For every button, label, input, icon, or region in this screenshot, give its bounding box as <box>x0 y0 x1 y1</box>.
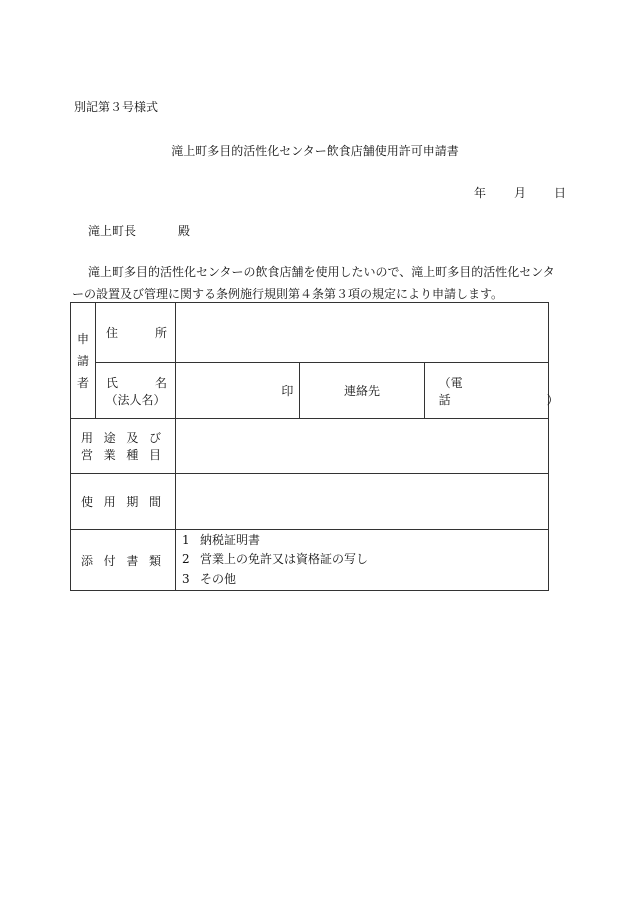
date-day: 日 <box>554 186 567 200</box>
attachments-label: 添 付 書 類 <box>71 530 176 591</box>
date-year: 年 <box>474 186 487 200</box>
contact-label: 連絡先 <box>300 363 424 419</box>
period-label: 使 用 期 間 <box>71 474 176 530</box>
purpose-label: 用 途 及 び 営 業 種 目 <box>71 419 176 474</box>
application-statement <box>72 261 562 305</box>
statement-line-2: ーの設置及び管理に関する条例施行規則第４条第３項の規定により申請します。 <box>72 287 504 301</box>
statement-line-1: 滝上町多目的活性化センターの飲食店舗を使用したいので、滝上町多目的活性化センタ <box>88 265 555 279</box>
attachment-item: 3 その他 <box>182 571 237 586</box>
applicant-label: 申 請 者 <box>71 303 96 419</box>
corporate-name-label: （法人名） <box>105 392 166 407</box>
addressee-name: 滝上町長 <box>88 224 137 238</box>
period-field[interactable] <box>176 474 549 530</box>
phone-field[interactable]: （電話 ） <box>424 363 548 419</box>
document-title: 滝上町多目的活性化センター飲食店舗使用許可申請書 <box>171 144 459 158</box>
name-label: 氏 名 （法人名） <box>96 363 176 419</box>
attachments-list <box>176 530 549 591</box>
purpose-field[interactable] <box>176 419 549 474</box>
date-line <box>474 184 566 201</box>
addressee-suffix: 殿 <box>178 224 191 238</box>
attachment-item: 1 納税証明書 <box>182 532 261 547</box>
date-month: 月 <box>514 186 527 200</box>
application-table <box>70 302 559 591</box>
seal-mark: 印 <box>281 384 294 398</box>
name-field[interactable] <box>176 363 300 419</box>
addressee <box>88 222 190 239</box>
address-label: 住 所 <box>96 303 176 363</box>
address-field[interactable] <box>176 303 549 363</box>
attachment-item: 2 営業上の免許又は資格証の写し <box>182 552 369 567</box>
form-number: 別記第３号様式 <box>74 100 159 114</box>
